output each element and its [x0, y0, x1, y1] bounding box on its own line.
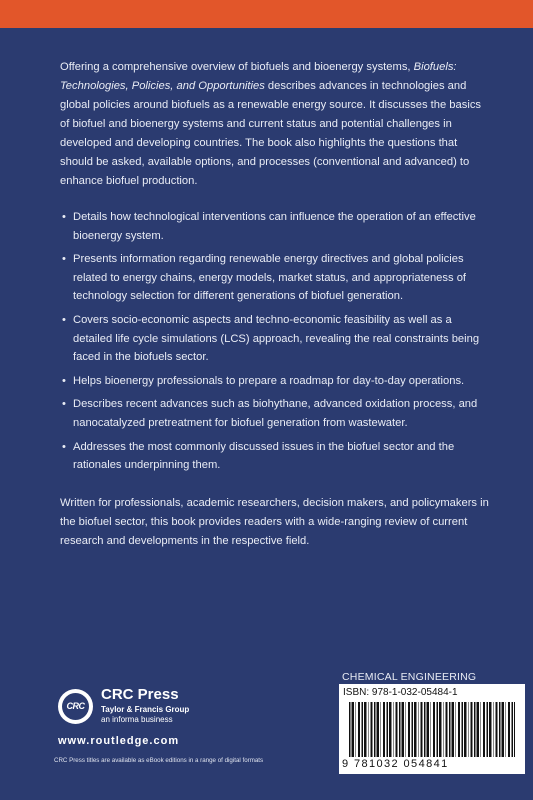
feature-list	[60, 208, 490, 475]
list-item: • Helps bioenergy professionals to prepare a roadmap for day-to-day operations.	[60, 372, 490, 391]
book-title: Biofuels: Technologies, Policies, and Opportunities	[60, 61, 457, 92]
publisher-block	[54, 683, 318, 773]
intro-body: describes advances in technologies and global policies around biofuels as a renewable energy source. It discusses the basics of biofuel and bioenergy systems and current status and potential challenges in developed and developing countries. The book also highlights the questions that should be asked, available options, and processes (conventional and advanced) to enhance biofuel production.	[60, 80, 482, 187]
closing-paragraph: Written for professionals, academic researchers, decision makers, and policymakers in the biofuel sector, this book provides readers with a wide-ranging review of current research and developments in the respective field.	[60, 496, 489, 547]
list-item: • Addresses the most commonly discussed issues in the biofuel sector and the rationales underpinning them.	[60, 438, 490, 475]
intro-lead: Offering a comprehensive overview of biofuels and bioenergy systems,	[60, 61, 414, 73]
list-item: • Details how technological interventions can influence the operation of an effective bioenergy system.	[60, 208, 490, 245]
crc-logo-text: CRC	[62, 693, 89, 720]
ebook-note: CRC Press titles are available as eBook editions in a range of digital formats	[54, 757, 264, 764]
list-item: • Presents information regarding renewable energy directives and global policies related to energy chains, energy models, market status, and appropriateness of technology selection for different generations of biofuel generation.	[60, 250, 490, 306]
barcode-digits: 9 781032 054841	[342, 758, 449, 770]
top-accent-band	[0, 0, 533, 28]
crc-press-logo-icon	[58, 689, 93, 724]
barcode-panel	[339, 684, 525, 774]
list-item: • Covers socio-economic aspects and techno-economic feasibility as well as a detailed life cycle simulations (LCS) approach, revealing the real constraints being faced in the biofuels sector.	[60, 311, 490, 367]
publisher-name: CRC Press	[101, 686, 179, 703]
publisher-group: Taylor & Francis Group	[101, 705, 190, 714]
barcode-icon	[349, 702, 515, 757]
publisher-business: an informa business	[101, 715, 173, 724]
list-item: • Describes recent advances such as biohythane, advanced oxidation process, and nanocatalyzed pretreatment for biofuel generation from wastewater.	[60, 395, 490, 432]
back-cover-blurb	[60, 58, 490, 551]
isbn-label: ISBN: 978-1-032-05484-1	[343, 687, 458, 698]
subject-category: CHEMICAL ENGINEERING	[342, 671, 477, 683]
publisher-website-link[interactable]: www.routledge.com	[58, 735, 180, 747]
intro-paragraph	[60, 58, 490, 191]
